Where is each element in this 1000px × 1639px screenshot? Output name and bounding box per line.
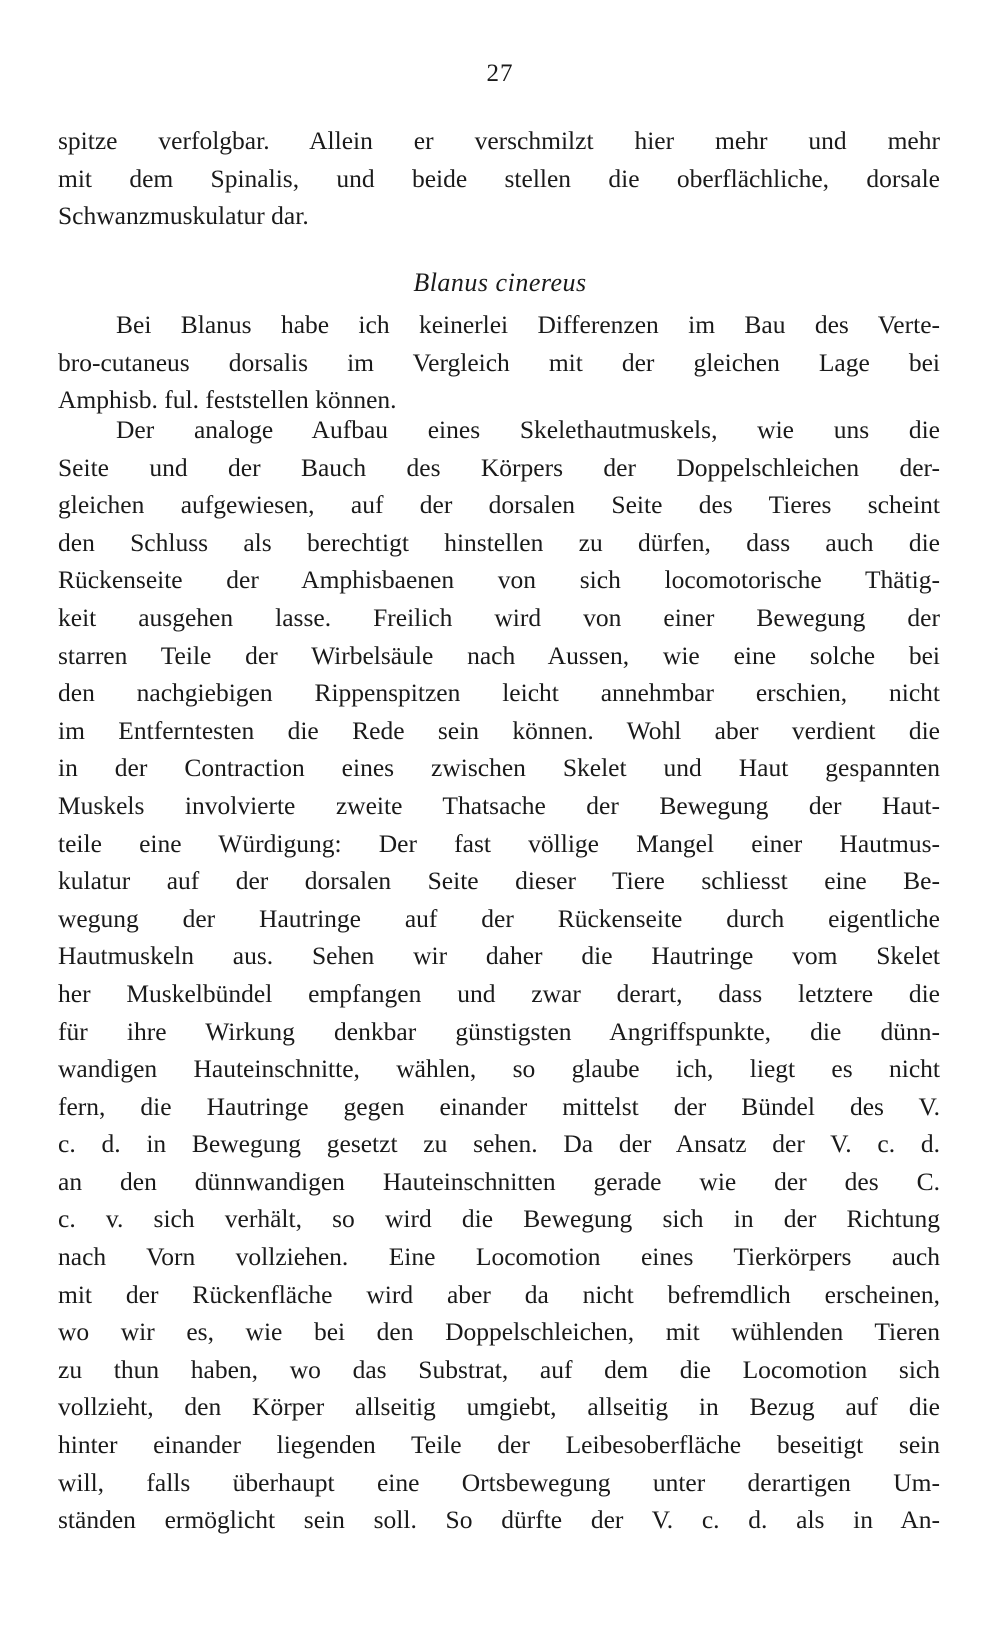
intro-paragraph [58, 122, 940, 235]
text-line: den nachgiebigen Rippenspitzen leicht annehmbar erschien, nicht [58, 678, 940, 708]
section-heading: Blanus cinereus [413, 268, 587, 297]
page-number: 27 [486, 60, 514, 87]
text-line: fern, die Hautringe gegen einander mittelst der Bündel des V. [58, 1091, 940, 1121]
text-line: Seite und der Bauch des Körpers der Doppelschleichen der- [58, 452, 940, 482]
text-line: c. v. sich verhält, so wird die Bewegung sich in der Richtung [58, 1204, 940, 1234]
text-line: Bei Blanus habe ich keinerlei Differenzen im Bau des Verte- [116, 310, 940, 339]
text-line: bro-cutaneus dorsalis im Vergleich mit der gleichen Lage bei [58, 347, 940, 377]
text-line: den Schluss als berechtigt hinstellen zu dürfen, dass auch die [58, 527, 940, 557]
text-line: keit ausgehen lasse. Freilich wird von einer Bewegung der [58, 602, 940, 632]
text-line: teile eine Würdigung: Der fast völlige Mangel einer Hautmus- [58, 828, 940, 858]
text-line: her Muskelbündel empfangen und zwar derart, dass letztere die [58, 978, 940, 1008]
text-line: wandigen Hauteinschnitte, wählen, so glaube ich, liegt es nicht [58, 1054, 940, 1084]
text-line: für ihre Wirkung denkbar günstigsten Angriffspunkte, die dünn- [58, 1016, 940, 1046]
text-line: nach Vorn vollziehen. Eine Locomotion eines Tierkörpers auch [58, 1242, 940, 1272]
text-line: Hautmuskeln aus. Sehen wir daher die Hautringe vom Skelet [58, 941, 940, 971]
text-line: wegung der Hautringe auf der Rückenseite durch eigentliche [58, 903, 940, 933]
text-line: in der Contraction eines zwischen Skelet und Haut gespannten [58, 753, 940, 783]
text-line: spitze verfolgbar. Allein er verschmilzt hier mehr und mehr [58, 126, 940, 155]
text-line: Amphisb. ful. feststellen können. [58, 385, 397, 415]
paragraph-main [58, 411, 940, 1539]
text-line: mit der Rückenfläche wird aber da nicht befremdlich erscheinen, [58, 1279, 940, 1309]
text-line: Schwanzmuskulatur dar. [58, 201, 309, 231]
text-line: will, falls überhaupt eine Ortsbewegung unter derartigen Um- [58, 1467, 940, 1497]
text-line: gleichen aufgewiesen, auf der dorsalen Seite des Tieres scheint [58, 490, 940, 520]
text-line: starren Teile der Wirbelsäule nach Aussen, wie eine solche bei [58, 640, 940, 670]
text-line: hinter einander liegenden Teile der Leibesoberfläche beseitigt sein [58, 1430, 940, 1460]
text-line: Muskels involvierte zweite Thatsache der Bewegung der Haut- [58, 790, 940, 820]
text-line: Rückenseite der Amphisbaenen von sich locomotorische Thätig- [58, 565, 940, 595]
text-line: Der analoge Aufbau eines Skelethautmuskels, wie uns die [116, 415, 940, 444]
text-line: ständen ermöglicht sein soll. So dürfte der V. c. d. als in An- [58, 1505, 940, 1535]
text-line: zu thun haben, wo das Substrat, auf dem die Locomotion sich [58, 1354, 940, 1384]
text-line: mit dem Spinalis, und beide stellen die oberflächliche, dorsale [58, 163, 940, 193]
text-line: an den dünnwandigen Hauteinschnitten gerade wie der des C. [58, 1166, 940, 1196]
text-line: c. d. in Bewegung gesetzt zu sehen. Da der Ansatz der V. c. d. [58, 1129, 940, 1159]
text-line: vollzieht, den Körper allseitig umgiebt, allseitig in Bezug auf die [58, 1392, 940, 1422]
text-line: kulatur auf der dorsalen Seite dieser Tiere schliesst eine Be- [58, 866, 940, 896]
text-line: wo wir es, wie bei den Doppelschleichen, mit wühlenden Tieren [58, 1317, 940, 1347]
text-line: im Entferntesten die Rede sein können. Wohl aber verdient die [58, 715, 940, 745]
paragraph-blanus [58, 306, 940, 419]
